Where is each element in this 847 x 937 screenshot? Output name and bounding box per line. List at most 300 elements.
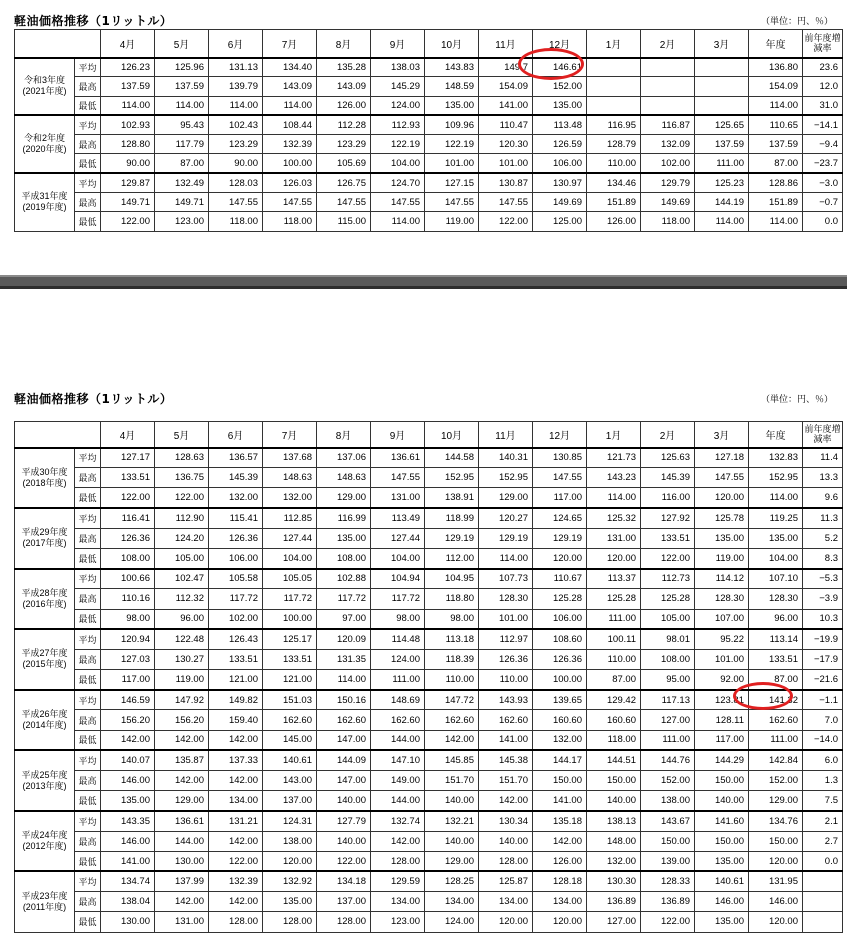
price-cell: 114.00 <box>263 96 317 115</box>
table-row <box>15 468 843 488</box>
table-row <box>15 589 843 609</box>
price-cell: 140.31 <box>479 448 533 468</box>
price-cell: 140.00 <box>425 831 479 851</box>
price-cell: 141.00 <box>479 96 533 115</box>
header-month: 1月 <box>587 422 641 448</box>
price-cell: 113.37 <box>587 569 641 589</box>
price-cell: 126.00 <box>533 851 587 871</box>
price-cell: 117.13 <box>641 690 695 710</box>
price-cell: 114.00 <box>317 670 371 690</box>
header-month: 3月 <box>695 422 749 448</box>
price-cell: 98.01 <box>641 629 695 649</box>
price-cell: 132.39 <box>263 135 317 154</box>
row-type-label: 最高 <box>75 710 101 730</box>
price-cell: 128.11 <box>695 710 749 730</box>
row-type-label: 最低 <box>75 912 101 932</box>
price-cell: 131.00 <box>155 912 209 932</box>
price-cell: 134.00 <box>533 892 587 912</box>
price-cell: 104.00 <box>371 548 425 568</box>
price-cell: 145.38 <box>479 750 533 770</box>
price-cell: 130.85 <box>533 448 587 468</box>
row-type-label: 最高 <box>75 77 101 96</box>
price-cell <box>587 77 641 96</box>
price-cell: 98.00 <box>101 609 155 629</box>
price-cell: 125.65 <box>695 115 749 134</box>
price-cell: 144.29 <box>695 750 749 770</box>
price-cell: 128.03 <box>209 173 263 192</box>
annual-cell: 142.84 <box>749 750 803 770</box>
header-month: 11月 <box>479 30 533 58</box>
price-cell: 160.60 <box>587 710 641 730</box>
row-type-label: 最高 <box>75 528 101 548</box>
price-cell: 159.40 <box>209 710 263 730</box>
price-cell: 129.19 <box>479 528 533 548</box>
price-cell: 130.97 <box>533 173 587 192</box>
annual-cell: 120.00 <box>749 912 803 932</box>
table-row <box>15 750 843 770</box>
yoy-change-cell: 11.4 <box>803 448 843 468</box>
price-cell: 142.00 <box>209 892 263 912</box>
annual-cell: 114.00 <box>749 488 803 508</box>
yoy-change-cell: 2.7 <box>803 831 843 851</box>
price-cell: 129.19 <box>425 528 479 548</box>
annual-cell: 162.60 <box>749 710 803 730</box>
price-cell: 128.33 <box>641 871 695 891</box>
price-cell: 148.00 <box>587 831 641 851</box>
price-cell: 138.91 <box>425 488 479 508</box>
price-cell: 113.18 <box>425 629 479 649</box>
price-cell: 123.29 <box>209 135 263 154</box>
price-cell: 122.00 <box>209 851 263 871</box>
highlight-circle-dec-2021-avg <box>518 48 584 80</box>
price-cell: 104.94 <box>371 569 425 589</box>
price-cell: 126.00 <box>317 96 371 115</box>
price-cell: 144.00 <box>371 730 425 750</box>
price-cell: 122.00 <box>641 548 695 568</box>
price-cell: 117.00 <box>533 488 587 508</box>
header-month: 3月 <box>695 30 749 58</box>
table-row <box>15 96 843 115</box>
price-table <box>14 421 843 933</box>
price-cell: 147.55 <box>533 468 587 488</box>
price-cell: 136.75 <box>155 468 209 488</box>
price-cell: 149.69 <box>641 193 695 212</box>
price-cell: 147.55 <box>263 193 317 212</box>
price-cell: 135.00 <box>263 892 317 912</box>
price-cell: 106.00 <box>533 154 587 173</box>
price-cell: 144.09 <box>317 750 371 770</box>
price-cell: 128.00 <box>263 912 317 932</box>
header-month: 1月 <box>587 30 641 58</box>
price-cell: 106.00 <box>533 609 587 629</box>
price-cell: 129.87 <box>101 173 155 192</box>
row-type-label: 平均 <box>75 569 101 589</box>
price-cell: 130.00 <box>101 912 155 932</box>
price-cell: 162.60 <box>479 710 533 730</box>
price-cell: 100.00 <box>533 670 587 690</box>
row-type-label: 最高 <box>75 468 101 488</box>
price-cell: 147.55 <box>317 193 371 212</box>
price-cell: 135.00 <box>425 96 479 115</box>
price-cell: 124.20 <box>155 528 209 548</box>
fiscal-year-label <box>15 569 75 630</box>
annual-cell: 114.00 <box>749 96 803 115</box>
row-type-label: 最低 <box>75 851 101 871</box>
price-cell: 110.00 <box>479 670 533 690</box>
price-cell: 118.99 <box>425 508 479 528</box>
price-cell: 105.00 <box>155 548 209 568</box>
price-cell: 122.00 <box>479 212 533 231</box>
table-row <box>15 488 843 508</box>
annual-cell: 128.86 <box>749 173 803 192</box>
annual-cell: 87.00 <box>749 154 803 173</box>
yoy-change-cell <box>803 871 843 891</box>
annual-cell: 132.83 <box>749 448 803 468</box>
row-type-label: 最低 <box>75 154 101 173</box>
price-cell: 90.00 <box>209 154 263 173</box>
price-cell: 128.00 <box>371 851 425 871</box>
annual-cell: 128.30 <box>749 589 803 609</box>
price-cell: 108.00 <box>101 548 155 568</box>
price-cell: 137.06 <box>317 448 371 468</box>
yoy-change-cell: −3.0 <box>803 173 843 192</box>
price-cell: 101.00 <box>479 154 533 173</box>
price-cell: 152.00 <box>533 77 587 96</box>
yoy-change-cell: 1.3 <box>803 771 843 791</box>
price-cell: 92.00 <box>695 670 749 690</box>
table-row <box>15 690 843 710</box>
annual-cell: 135.00 <box>749 528 803 548</box>
price-cell: 144.00 <box>371 791 425 811</box>
price-cell: 130.34 <box>479 811 533 831</box>
price-cell: 125.87 <box>479 871 533 891</box>
header-month: 4月 <box>101 422 155 448</box>
price-cell: 108.44 <box>263 115 317 134</box>
annual-cell: 150.00 <box>749 831 803 851</box>
price-cell: 147.55 <box>371 468 425 488</box>
price-cell: 128.30 <box>479 589 533 609</box>
table-row <box>15 115 843 134</box>
row-type-label: 平均 <box>75 811 101 831</box>
price-cell: 132.00 <box>587 851 641 871</box>
price-cell: 95.22 <box>695 629 749 649</box>
price-cell: 116.95 <box>587 115 641 134</box>
table-row <box>15 730 843 750</box>
price-cell: 133.51 <box>101 468 155 488</box>
annual-cell: 131.95 <box>749 871 803 891</box>
price-cell: 120.00 <box>695 488 749 508</box>
price-cell: 126.36 <box>101 528 155 548</box>
price-cell: 134.74 <box>101 871 155 891</box>
price-cell: 119.00 <box>425 212 479 231</box>
price-cell: 134.40 <box>263 58 317 77</box>
fiscal-year-western: (2018年度) <box>22 477 67 488</box>
price-cell: 104.00 <box>263 548 317 568</box>
price-cell: 152.00 <box>641 771 695 791</box>
section-title: 軽油価格推移（1リットル） <box>14 392 173 406</box>
price-cell: 100.00 <box>263 609 317 629</box>
price-cell: 143.00 <box>263 771 317 791</box>
price-cell: 102.88 <box>317 569 371 589</box>
price-cell: 135.28 <box>317 58 371 77</box>
price-cell: 102.47 <box>155 569 209 589</box>
price-cell: 115.00 <box>317 212 371 231</box>
row-type-label: 最低 <box>75 609 101 629</box>
price-cell: 111.00 <box>587 609 641 629</box>
price-cell: 116.87 <box>641 115 695 134</box>
price-cell: 138.00 <box>263 831 317 851</box>
table-row <box>15 193 843 212</box>
price-cell: 123.81 <box>695 690 749 710</box>
yoy-change-cell: −21.6 <box>803 670 843 690</box>
price-cell: 131.00 <box>371 488 425 508</box>
yoy-change-cell: −9.4 <box>803 135 843 154</box>
price-cell: 150.00 <box>641 831 695 851</box>
price-cell: 147.55 <box>209 193 263 212</box>
price-cell: 110.00 <box>587 154 641 173</box>
price-cell: 148.63 <box>263 468 317 488</box>
price-cell: 127.00 <box>641 710 695 730</box>
annual-cell: 111.00 <box>749 730 803 750</box>
fiscal-year-western: (2019年度) <box>22 202 67 213</box>
price-cell: 122.00 <box>101 212 155 231</box>
header-month: 5月 <box>155 422 209 448</box>
header-yoy-change: 前年度増減率 <box>803 422 843 448</box>
table-row <box>15 508 843 528</box>
price-cell: 144.00 <box>155 831 209 851</box>
price-cell: 123.00 <box>371 912 425 932</box>
header-month: 8月 <box>317 30 371 58</box>
price-cell: 135.00 <box>695 912 749 932</box>
price-cell: 129.79 <box>641 173 695 192</box>
price-cell <box>587 58 641 77</box>
price-cell: 160.60 <box>533 710 587 730</box>
price-cell: 125.96 <box>155 58 209 77</box>
price-cell: 127.44 <box>263 528 317 548</box>
price-cell: 142.00 <box>155 730 209 750</box>
price-cell: 100.00 <box>263 154 317 173</box>
price-cell: 130.00 <box>155 851 209 871</box>
price-cell: 131.00 <box>587 528 641 548</box>
price-cell: 122.00 <box>317 851 371 871</box>
price-cell: 120.30 <box>479 135 533 154</box>
price-cell: 128.00 <box>317 912 371 932</box>
price-cell: 137.59 <box>695 135 749 154</box>
annual-cell: 110.65 <box>749 115 803 134</box>
price-cell: 112.85 <box>263 508 317 528</box>
price-cell: 129.42 <box>587 690 641 710</box>
price-cell: 129.00 <box>155 791 209 811</box>
price-cell: 114.12 <box>695 569 749 589</box>
price-cell: 120.27 <box>479 508 533 528</box>
price-cell: 132.92 <box>263 871 317 891</box>
fiscal-year-label <box>15 173 75 231</box>
fiscal-year-era: 平成23年度 <box>21 890 68 901</box>
annual-cell: 152.00 <box>749 771 803 791</box>
price-cell: 145.39 <box>641 468 695 488</box>
price-cell: 141.60 <box>695 811 749 831</box>
price-cell: 101.00 <box>695 649 749 669</box>
price-cell: 144.19 <box>695 193 749 212</box>
price-cell: 127.18 <box>695 448 749 468</box>
row-type-label: 平均 <box>75 448 101 468</box>
price-cell: 114.00 <box>587 488 641 508</box>
price-cell: 147.92 <box>155 690 209 710</box>
price-cell: 137.33 <box>209 750 263 770</box>
price-cell: 127.00 <box>587 912 641 932</box>
header-month: 12月 <box>533 422 587 448</box>
unit-label: （単位：円、％） <box>760 17 833 27</box>
table-row <box>15 135 843 154</box>
price-cell: 144.76 <box>641 750 695 770</box>
price-cell: 139.79 <box>209 77 263 96</box>
row-type-label: 平均 <box>75 629 101 649</box>
price-cell: 146.00 <box>695 892 749 912</box>
price-cell: 124.70 <box>371 173 425 192</box>
table-row <box>15 670 843 690</box>
yoy-change-cell <box>803 892 843 912</box>
price-cell: 110.00 <box>587 649 641 669</box>
row-type-label: 最高 <box>75 831 101 851</box>
header-month: 6月 <box>209 422 263 448</box>
price-cell: 126.03 <box>263 173 317 192</box>
price-cell: 122.00 <box>155 488 209 508</box>
header-month: 8月 <box>317 422 371 448</box>
section-title: 軽油価格推移（1リットル） <box>14 14 173 28</box>
price-cell: 98.00 <box>371 609 425 629</box>
fiscal-year-era: 平成27年度 <box>21 648 68 659</box>
price-cell: 112.93 <box>371 115 425 134</box>
price-cell: 104.95 <box>425 569 479 589</box>
price-cell: 138.03 <box>371 58 425 77</box>
yoy-change-cell: −17.9 <box>803 649 843 669</box>
fiscal-year-label <box>15 629 75 690</box>
fiscal-year-label <box>15 750 75 811</box>
price-cell: 146.61 <box>533 58 587 77</box>
row-type-label: 平均 <box>75 750 101 770</box>
fiscal-year-western: (2020年度) <box>22 144 67 155</box>
annual-cell: 133.51 <box>749 649 803 669</box>
price-cell: 142.00 <box>533 831 587 851</box>
price-cell: 140.61 <box>695 871 749 891</box>
price-cell: 125.28 <box>641 589 695 609</box>
row-type-label: 最低 <box>75 791 101 811</box>
header-month: 9月 <box>371 30 425 58</box>
price-cell: 129.19 <box>533 528 587 548</box>
price-cell: 111.00 <box>695 154 749 173</box>
price-cell: 149.00 <box>371 771 425 791</box>
price-cell <box>695 58 749 77</box>
price-cell: 129.00 <box>317 488 371 508</box>
header-month: 11月 <box>479 422 533 448</box>
annual-cell: 120.00 <box>749 851 803 871</box>
price-cell: 119.00 <box>695 548 749 568</box>
price-cell: 138.04 <box>101 892 155 912</box>
price-cell: 102.00 <box>641 154 695 173</box>
price-cell: 154.09 <box>479 77 533 96</box>
price-cell: 117.72 <box>209 589 263 609</box>
row-type-label: 平均 <box>75 508 101 528</box>
price-cell <box>695 77 749 96</box>
price-cell: 143.93 <box>479 690 533 710</box>
table-row <box>15 212 843 231</box>
price-cell: 101.00 <box>425 154 479 173</box>
header-annual: 年度 <box>749 422 803 448</box>
price-cell: 142.00 <box>101 730 155 750</box>
row-type-label: 最低 <box>75 670 101 690</box>
annual-cell: 136.80 <box>749 58 803 77</box>
price-cell: 147.00 <box>317 771 371 791</box>
annual-cell: 151.89 <box>749 193 803 212</box>
price-cell: 151.70 <box>425 771 479 791</box>
price-cell: 135.00 <box>695 528 749 548</box>
table-row <box>15 154 843 173</box>
price-cell: 120.00 <box>533 912 587 932</box>
price-cell: 151.70 <box>479 771 533 791</box>
price-cell: 128.00 <box>479 851 533 871</box>
price-cell: 132.00 <box>209 488 263 508</box>
price-cell: 147.00 <box>317 730 371 750</box>
price-cell: 128.25 <box>425 871 479 891</box>
price-cell: 156.20 <box>101 710 155 730</box>
yoy-change-cell: 7.0 <box>803 710 843 730</box>
annual-cell: 96.00 <box>749 609 803 629</box>
yoy-change-cell <box>803 912 843 932</box>
price-cell: 143.09 <box>317 77 371 96</box>
price-cell: 127.03 <box>101 649 155 669</box>
header-month: 10月 <box>425 30 479 58</box>
price-cell: 124.00 <box>371 649 425 669</box>
price-cell: 150.00 <box>533 771 587 791</box>
row-type-label: 平均 <box>75 690 101 710</box>
fiscal-year-western: (2012年度) <box>22 841 67 852</box>
price-cell: 129.00 <box>425 851 479 871</box>
fiscal-year-western: (2014年度) <box>22 720 67 731</box>
price-cell: 133.51 <box>263 649 317 669</box>
row-type-label: 最低 <box>75 488 101 508</box>
price-cell: 117.00 <box>695 730 749 750</box>
yoy-change-cell: −5.3 <box>803 569 843 589</box>
header-annual: 年度 <box>749 30 803 58</box>
price-cell: 131.35 <box>317 649 371 669</box>
fiscal-year-era: 平成30年度 <box>21 466 68 477</box>
price-cell: 111.00 <box>641 730 695 750</box>
price-cell: 113.49 <box>371 508 425 528</box>
price-cell: 117.79 <box>155 135 209 154</box>
table-row <box>15 912 843 932</box>
price-cell <box>587 96 641 115</box>
price-cell: 147.55 <box>371 193 425 212</box>
price-cell: 132.39 <box>209 871 263 891</box>
price-cell: 150.00 <box>587 771 641 791</box>
price-cell: 142.00 <box>209 730 263 750</box>
price-cell: 162.60 <box>371 710 425 730</box>
price-cell: 87.00 <box>587 670 641 690</box>
price-cell: 132.21 <box>425 811 479 831</box>
price-cell: 152.95 <box>479 468 533 488</box>
price-cell: 126.00 <box>587 212 641 231</box>
price-cell: 147.55 <box>425 193 479 212</box>
price-cell: 134.46 <box>587 173 641 192</box>
price-cell: 120.00 <box>479 912 533 932</box>
yoy-change-cell: 23.6 <box>803 58 843 77</box>
price-cell: 162.60 <box>425 710 479 730</box>
header-month: 6月 <box>209 30 263 58</box>
row-type-label: 最低 <box>75 212 101 231</box>
fiscal-year-label <box>15 115 75 173</box>
price-cell: 114.00 <box>479 548 533 568</box>
price-cell: 142.00 <box>479 791 533 811</box>
